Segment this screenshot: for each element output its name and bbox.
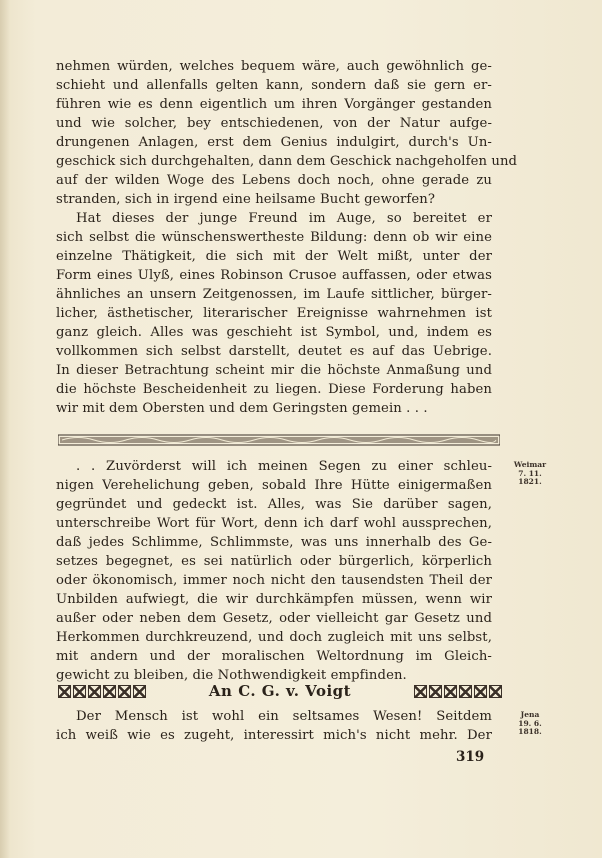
margin-note-date: 7. 11. xyxy=(518,468,542,478)
text-line: auf der wilden Woge des Lebens doch noch, ohne gerade zu xyxy=(56,173,492,188)
text-line: Herkommen durchkreuzend, und doch zugleich mit uns selbst, xyxy=(56,630,492,645)
ornament-block-icon xyxy=(444,685,457,698)
text-line: vollkommen sich selbst darstellt, deutet es auf das Uebrige. xyxy=(56,344,492,359)
paragraph-2 xyxy=(56,209,492,418)
ornament-block-icon xyxy=(459,685,472,698)
text-line: ähnliches an unsern Zeitgenossen, im Laufe sittlicher, bürger- xyxy=(56,287,492,302)
letter-heading-title: An C. G. v. Voigt xyxy=(208,682,352,700)
margin-note-year: 1821. xyxy=(518,477,542,486)
text-line: schieht und allenfalls gelten kann, sondern daß sie gern er- xyxy=(56,78,492,93)
margin-note-place: Jena xyxy=(520,710,540,719)
letter-heading xyxy=(58,681,502,701)
ornament-block-icon xyxy=(58,685,71,698)
text-line: Der Mensch ist wohl ein seltsames Wesen! Seitdem xyxy=(76,709,492,724)
text-line: stranden, sich in irgend eine heilsame Bucht geworfen? xyxy=(56,192,436,207)
margin-note-jena xyxy=(505,711,555,737)
ornament-block-icon xyxy=(118,685,131,698)
paragraph-4 xyxy=(56,707,492,745)
paragraph-3 xyxy=(56,457,492,685)
text-line: außer oder neben dem Gesetz, oder vielleicht gar Gesetz und xyxy=(56,611,492,626)
text-line: sich selbst die wünschenswertheste Bildung: denn ob wir eine xyxy=(56,230,492,245)
text-line: Hat dieses der junge Freund im Auge, so bereitet er xyxy=(76,211,492,226)
text-line: In dieser Betrachtung scheint mir die höchste Anmaßung und xyxy=(56,363,492,378)
text-line: führen wie es denn eigentlich um ihren Vorgänger gestanden xyxy=(56,97,492,112)
text-line: oder ökonomisch, immer noch nicht den tausendsten Theil der xyxy=(56,573,492,588)
text-line: nehmen würden, welches bequem wäre, auch gewöhnlich ge- xyxy=(56,59,492,74)
text-line: Form eines Ulyß, eines Robinson Crusoe auffassen, oder etwas xyxy=(56,268,492,283)
text-line: gegründet und gedeckt ist. Alles, was Sie darüber sagen, xyxy=(56,497,492,512)
text-line: drungenen Anlagen, erst dem Genius indulgirt, durch's Un- xyxy=(56,135,492,150)
ornament-block-icon xyxy=(429,685,442,698)
ornament-block-icon xyxy=(73,685,86,698)
text-line: die höchste Bescheidenheit zu liegen. Diese Forderung haben xyxy=(56,382,492,397)
text-line: setzes begegnet, es sei natürlich oder bürgerlich, körperlich xyxy=(56,554,492,569)
heading-ornament-right xyxy=(414,685,502,698)
heading-ornament-left xyxy=(58,685,146,698)
margin-note-place: Weimar xyxy=(513,460,547,469)
ornament-block-icon xyxy=(474,685,487,698)
paragraph-1 xyxy=(56,57,518,418)
text-line: licher, ästhetischer, literarischer Ereignisse wahrnehmen ist xyxy=(56,306,492,321)
text-line: unterschreibe Wort für Wort, denn ich darf wohl aussprechen, xyxy=(56,516,492,531)
margin-note-year: 1818. xyxy=(518,727,542,736)
text-line: einzelne Thätigkeit, die sich mit der Welt mißt, unter der xyxy=(56,249,492,264)
text-line: gewicht zu bleiben, die Nothwendigkeit empfinden. xyxy=(56,668,407,683)
text-line: mit andern und der moralischen Weltordnung im Gleich- xyxy=(56,649,492,664)
text-line: und wie solcher, bey entschiedenen, von der Natur aufge- xyxy=(56,116,492,131)
text-line: daß jedes Schlimme, Schlimmste, was uns innerhalb des Ge- xyxy=(56,535,492,550)
margin-note-weimar xyxy=(505,461,555,487)
ornament-block-icon xyxy=(103,685,116,698)
text-line: ganz gleich. Alles was geschieht ist Symbol, und, indem es xyxy=(56,325,492,340)
text-line: wir mit dem Obersten und dem Geringsten gemein . . . xyxy=(56,401,428,416)
ornament-block-icon xyxy=(133,685,146,698)
margin-note-date: 19. 6. xyxy=(518,718,542,728)
page-binding-edge xyxy=(0,0,10,858)
text-line: . . Zuvörderst will ich meinen Segen zu einer schleu- xyxy=(76,459,492,474)
ornament-block-icon xyxy=(414,685,427,698)
ornamental-divider xyxy=(58,434,500,446)
page-number: 319 xyxy=(456,749,485,765)
text-line: Unbilden aufwiegt, die wir durchkämpfen müssen, wenn wir xyxy=(56,592,492,607)
ornament-block-icon xyxy=(489,685,502,698)
ornament-block-icon xyxy=(88,685,101,698)
text-line: geschick sich durchgehalten, dann dem Geschick nachgeholfen und xyxy=(56,154,518,169)
text-line: ich weiß wie es zugeht, interessirt mich's nicht mehr. Der xyxy=(56,728,492,743)
text-line: nigen Verehelichung geben, sobald Ihre Hütte einigermaßen xyxy=(56,478,492,493)
